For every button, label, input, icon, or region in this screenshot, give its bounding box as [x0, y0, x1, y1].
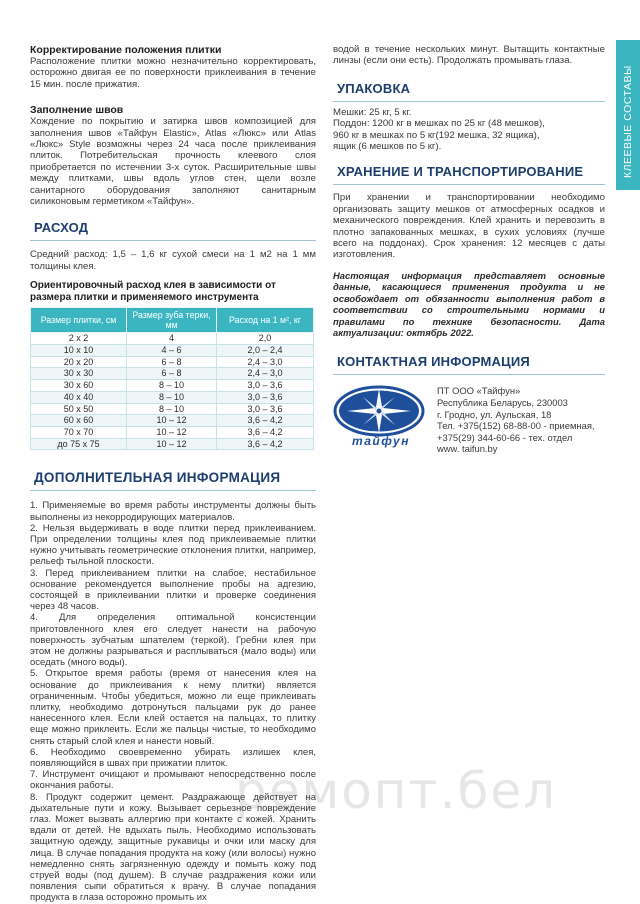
table-cell: 3,6 – 4,2 — [217, 415, 314, 427]
sidebar — [616, 0, 640, 904]
column-header-notch-size: Размер зуба терки, мм — [127, 308, 217, 333]
table-cell: 2,4 – 3,0 — [217, 356, 314, 368]
table-cell: 2 x 2 — [31, 333, 127, 345]
table-cell: 4 – 6 — [127, 344, 217, 356]
contact-lines — [437, 385, 605, 455]
table-cell: 8 – 10 — [127, 391, 217, 403]
continuation-text: водой в течение нескольких минут. Вытащить контактные линзы (если они есть). Продолжать промывать глаза. — [333, 44, 605, 67]
table-row — [31, 333, 314, 345]
contact-country: Республика Беларусь, 230003 — [437, 396, 568, 408]
table-cell: 2,0 — [217, 333, 314, 345]
additional-list — [30, 500, 316, 903]
grouting-title: Заполнение швов — [30, 104, 124, 117]
table-cell: 2,4 – 3,0 — [217, 368, 314, 380]
storage-text: При хранении и транспортировании необходимо организовать защиту мешков от атмосферных осадков и механического повреждения. Клей хранить и перевозить в плотно запакованных мешках, в сухих условиях (лучше всего на поддонах). Срок хранения: 12 месяцев с даты изготовления. — [333, 192, 605, 261]
contacts-heading: КОНТАКТНАЯ ИНФОРМАЦИЯ — [333, 354, 605, 375]
packing-line: Мешки: 25 кг, 5 кг. — [333, 106, 412, 118]
tiling-title: Корректирование положения плитки — [30, 44, 222, 56]
grouting-text: Хождение по покрытию и затирка швов композицией для заполнения швов «Тайфун Elastic», Atlas «Люкс» или Atlas «Люкс» Style возможны через 24 часа после приклеивания плиток. Потребительская прочность клеевого слоя приобретается по истечении 3-х суток. Расширительные швы между плитками, швы вдоль углов стен, щели возле санитарного оборудования заполняют санитарным силиконовым герметиком «Тайфун». — [30, 116, 316, 208]
packing-line: Поддон: 1200 кг в мешках по 25 кг (48 мешков), — [333, 118, 545, 130]
disclaimer-text: Настоящая информация представляет основные данные, касающиеся применения продукта и не освобождает от обязанности выполнения работ в соответствии со строительными нормами и правилами по технике безопасности. Дата актуализации: октябрь 2022. — [333, 269, 605, 338]
contact-phone-main: Тел. +375(152) 68-88-00 - приемная, — [437, 420, 595, 432]
table-row — [31, 368, 314, 380]
table-row — [31, 415, 314, 427]
list-item: 4. Для определения оптимальной консистенции приготовленного клея его следует нанести на рабочую поверхность зубчатым шпателем (теркой). Гребни клея при этом не должны разрываться и расплываться (мало воды) или оседать (много воды). — [30, 612, 316, 669]
sidebar-category-label: КЛЕЕВЫЕ СОСТАВЫ — [622, 65, 634, 178]
column-header-consumption: Расход на 1 м², кг — [217, 308, 314, 333]
contact-company: ПТ ООО «Тайфун» — [437, 385, 521, 397]
contact-website-link[interactable]: www. taifun.by — [437, 443, 498, 455]
table-cell: 3,0 – 3,6 — [217, 403, 314, 415]
taifun-logo — [333, 385, 429, 447]
consumption-table — [30, 307, 314, 450]
right-column — [333, 44, 605, 455]
table-cell: 6 – 8 — [127, 356, 217, 368]
storage-heading: ХРАНЕНИЕ И ТРАНСПОРТИРОВАНИЕ — [333, 164, 605, 185]
table-cell: 3,0 – 3,6 — [217, 391, 314, 403]
table-cell: 6 – 8 — [127, 368, 217, 380]
table-cell: 70 x 70 — [31, 426, 127, 438]
consumption-text: Средний расход: 1,5 – 1,6 кг сухой смеси на 1 м2 на 1 мм толщины клея. — [30, 249, 316, 272]
table-row — [31, 356, 314, 368]
table-cell: 3,6 – 4,2 — [217, 426, 314, 438]
table-cell: 60 x 60 — [31, 415, 127, 427]
table-cell: 3,6 – 4,2 — [217, 438, 314, 450]
list-item: 7. Инструмент очищают и промывают непосредственно после окончания работы. — [30, 769, 316, 792]
watermark: ремопт.бел — [235, 762, 558, 820]
contacts-block — [333, 385, 605, 455]
table-cell: 8 – 10 — [127, 380, 217, 392]
table-cell: 10 – 12 — [127, 426, 217, 438]
list-item: 8. Продукт содержит цемент. Раздражающе действует на дыхательные пути и кожу. Вызывает серьезное повреждение глаз. Может вызвать аллергию при контакте с кожей. Хранить вдали от детей. Не вдыхать пыль. Необходимо использовать защитную одежду, защитные рукавицы и очки или маску для лица. В случае попадания продукта на кожу (или волосы) нужно немедленно снять загрязненную одежду и помыть кожу под струей воды (под душем). В случае раздражения кожи или появления сыпи обратиться к врачу. В случае попадания продукта в глаза осторожно промыть их — [30, 791, 316, 904]
table-cell: 50 x 50 — [31, 403, 127, 415]
table-row — [31, 344, 314, 356]
table-row — [31, 403, 314, 415]
consumption-heading: РАСХОД — [30, 220, 316, 241]
table-cell: 30 x 60 — [31, 380, 127, 392]
contact-phone-tech: +375(29) 344-60-66 - тех. отдел — [437, 431, 573, 443]
table-cell: 20 x 20 — [31, 356, 127, 368]
packing-line: 960 кг в мешках по 5 кг(192 мешка, 32 ящика), — [333, 129, 540, 141]
table-cell: до 75 x 75 — [31, 438, 127, 450]
table-row — [31, 438, 314, 450]
table-row — [31, 380, 314, 392]
table-row — [31, 391, 314, 403]
column-header-tile-size: Размер плитки, см — [31, 308, 127, 333]
packing-heading: УПАКОВКА — [333, 81, 605, 102]
table-cell: 8 – 10 — [127, 403, 217, 415]
packing-list — [333, 107, 605, 153]
list-item: 6. Необходимо своевременно убирать излишек клея, появляющийся в швах при прижатии плиток. — [30, 746, 316, 769]
table-cell: 30 x 30 — [31, 368, 127, 380]
table-cell: 3,0 – 3,6 — [217, 380, 314, 392]
table-row — [31, 426, 314, 438]
table-cell: 10 – 12 — [127, 438, 217, 450]
table-cell: 40 x 40 — [31, 391, 127, 403]
table-cell: 2,0 – 2,4 — [217, 344, 314, 356]
table-cell: 4 — [127, 333, 217, 345]
table-cell: 10 – 12 — [127, 415, 217, 427]
table-cell: 10 x 10 — [31, 344, 127, 356]
additional-heading: ДОПОЛНИТЕЛЬНАЯ ИНФОРМАЦИЯ — [30, 470, 316, 491]
list-item: 2. Нельзя выдерживать в воде плитки перед приклеиванием. При определении толщины клея под приклеиваемые плитки нужно учитывать геометрические отклонения плитки, например, рельеф тыльной плоскости. — [30, 522, 316, 568]
contact-address: г. Гродно, ул. Аульская, 18 — [437, 408, 552, 420]
tiling-text: Расположение плитки можно незначительно корректировать, осторожно двигая ее по поверхности приклеивания в течение 15 мин. после прижатия. — [30, 56, 316, 90]
packing-line: ящик (6 мешков по 5 кг). — [333, 141, 442, 153]
list-item: 3. Перед приклеиванием плитки на слабое, нестабильное основание рекомендуется выполнение пробы на адгезию, состоящей в приклеивании плитки и проверке соединения через 48 часов. — [30, 567, 316, 613]
list-item: 5. Открытое время работы (время от нанесения клея на основание до приклеивания к нему плитки) является ограниченным. Чтобы убедиться, можно ли еще приклеивать плитку, необходимо дотронуться пальцами рук до ранее нанесенного клея. Если клей остается на пальцах, то плитку еще можно приклеить. Если же пальцы чистые, то необходимо снять старый слой клея и нанести новый. — [30, 668, 316, 747]
table-title: Ориентировочный расход клея в зависимости от размера плитки и применяемого инструмента — [30, 280, 276, 303]
list-item: 1. Применяемые во время работы инструменты должны быть выполнены из некорродирующих материалов. — [30, 500, 316, 523]
logo-wordmark: тайфун — [352, 434, 410, 449]
